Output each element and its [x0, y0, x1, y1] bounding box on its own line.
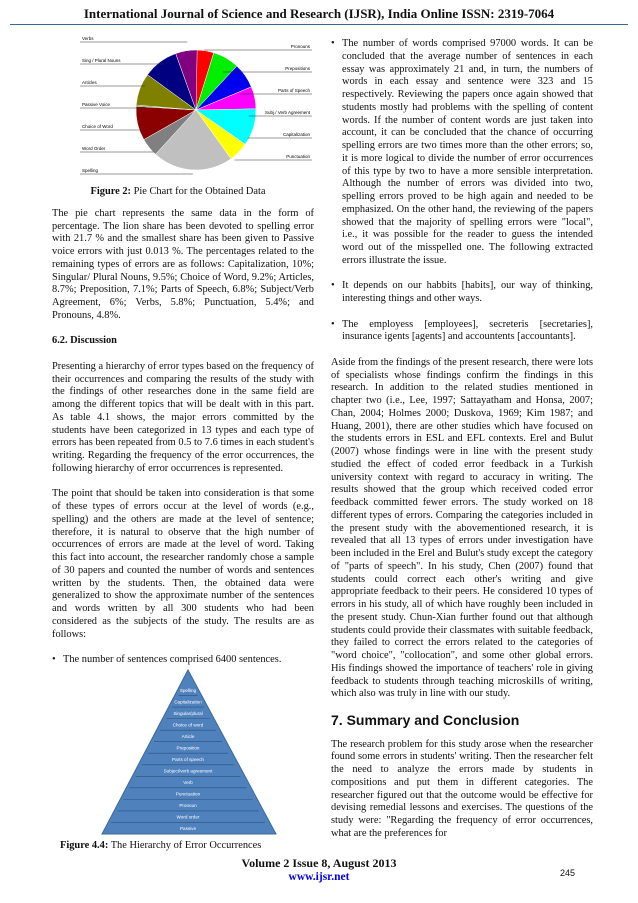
pie-label: Sing / Plural Nouns [82, 58, 121, 63]
header-divider [10, 24, 628, 25]
pie-label: Choice of Word [82, 124, 113, 129]
pyramid-level-label: Article [181, 733, 195, 739]
pyramid-level-label: Subject/verb agreement [163, 768, 213, 774]
bullet-icon: • [52, 654, 56, 665]
pyramid-level-label: Parts of speech [172, 757, 204, 762]
pie-chart-figure [52, 30, 317, 180]
pyramid-level-label: Word order [176, 814, 200, 820]
bullet-item [331, 38, 593, 268]
pie-label: Prepositions [285, 66, 310, 71]
bullet-text: It depends on our habbits [habits], our way of thinking, interesting things and other ways. [342, 280, 593, 304]
pyramid-level-label: Passive [179, 826, 197, 832]
paragraph: The research problem for this study arose when the researcher found some errors in students' writing. Then the researcher felt the need to analyze the errors made by students in compositions and put them in different categories. The researcher figured out that the outcome would be effective for devising remedial lessons and exercises. The questions of the study were: "Regarding the frequency of error occurrences, what are the preferences for [331, 738, 593, 839]
paragraph: The point that should be taken into consideration is that some of these types of errors occur at the level of words (e.g., spelling) and the others are made at the level of sentence; therefore, it is natural to observe that the high number of occurrences of errors are made at the level of word. Taking this fact into account, the researcher randomly chose a sample of 30 papers and counted the number of words and sentences written by the students. Then, the obtained data were generalized to show the approximate number of the sentences and words written by all 300 students who had been considered as the subjects of the study. The results are as follows: [52, 488, 314, 640]
pyramid-shape [102, 670, 276, 834]
bullet-item [52, 654, 314, 667]
pie-label: Articles [82, 80, 97, 85]
bullet-icon: • [331, 280, 335, 292]
page-number: 245 [560, 868, 576, 878]
bullet-text: The number of words comprised 97000 words. It can be concluded that the average number of sentences in each essay was approximately 21 and, in turn, the numbers of words in each essay and sentence were 323 and 15 respectively. Reviewing the papers once again showed that students mostly had problems with the spelling of content words. If the number of content words are just taken into account, it can be concluded that the chance of occurring spelling errors are two times more than the other errors; so, it is more logical to divide the number of error occurrences of this type by two to have a more sensible interpretation. Although the number of errors was divided into two, spelling errors proved to be high again and needed to be emphasized. On the other hand, the reviewing of the papers showed that the majority of spelling errors were "local", i.e., it was possible for the reader to guess the intended word out of the misspelled one. The following extracted errors illustrate the issue. [342, 38, 593, 266]
bullet-item [331, 319, 593, 345]
pie-label: Word Order [82, 146, 106, 151]
pyramid-level-label: Preposition [176, 745, 200, 751]
paragraph: The pie chart represents the same data in the form of percentage. The lion share has been devoted to spelling error with 21.7 % and the smallest share has been given to Passive voice errors with just 0.013 %. The percentages related to the remaining types of errors are as follows: Capitalization, 10%; Singular/ Plural Nouns, 9.5%; Choice of Word, 9.2%; Articles, 8.7%; Preposition, 7.1%; Parts of Speech, 6.8%; Subject/Verb Agreement, 6%; Verbs, 5.8%; Punctuation, 5.4%; and Pronouns, 4.8%. [52, 207, 314, 321]
pie-label: Parts of Speech [277, 88, 310, 93]
footer-url-link[interactable]: www.ijsr.net [288, 871, 350, 883]
footer-volume: Volume 2 Issue 8, August 2013 [241, 856, 397, 870]
figure-4-4-caption [60, 840, 261, 851]
figure-2-caption [42, 186, 314, 199]
journal-header: International Journal of Science and Research (IJSR), India Online ISSN: 2319-7064 [83, 6, 555, 21]
right-column [331, 38, 593, 853]
pyramid-level-label: Verb [183, 780, 193, 786]
caption-text: Pie Chart for the Obtained Data [131, 186, 266, 197]
pie-label: Verbs [82, 36, 94, 41]
bullet-text: The number of sentences comprised 6400 sentences. [63, 654, 282, 665]
bullet-icon: • [331, 38, 335, 49]
section-heading: 7. Summary and Conclusion [331, 711, 520, 728]
caption-label: Figure 4.4: [60, 840, 109, 851]
paragraph: Presenting a hierarchy of error types based on the frequency of their occurrences and comparing the results of the study with the findings of other researches done in the same field are among the different topics that will be dealt with in this part. As table 4.1 shows, the major errors committed by the students have been categorized in 13 types and each type of errors has been repeated from 0.5 to 7.6 times in each student's writing. Regarding the frequency of the error occurrences, the following hierarchy of error occurrences is represented. [52, 360, 314, 474]
pyramid-level-label: Punctuation [175, 791, 201, 797]
bullet-item [331, 280, 593, 306]
pyramid-level-label: Choice of word [172, 722, 204, 728]
pie-label: Passive Voice [82, 102, 111, 107]
pie-label: Punctuation [286, 154, 310, 159]
caption-label: Figure 2: [90, 186, 132, 197]
caption-text: The Hierarchy of Error Occurrences [108, 840, 262, 851]
pie-label: Pronouns [290, 44, 310, 49]
left-column [52, 186, 314, 680]
bullet-icon: • [331, 318, 335, 330]
pyramid-level-label: Singular/plural [173, 710, 203, 716]
section-heading: 6.2. Discussion [52, 335, 117, 347]
pie-label: Spelling [82, 168, 99, 173]
bullet-text: The employess [employees], secreteris [secretaries], insurance igents [agents] and accountents [accountants]. [342, 318, 593, 343]
pyramid-figure [100, 668, 280, 838]
pie-label: Capitalization [282, 132, 310, 137]
paragraph: Aside from the findings of the present research, there were lots of specialists whose findings confirm the findings in this research. In addition to the related studies mentioned in chapter two (i.e., Lee, 1997; Sattayatham and Honsa, 2007; Chan, 2004; Holmes 2000; Duskova, 1969; Kim 1987; and Huang, 2001), there are other studies which have focused on the students errors in ESL and EFL contexts. Erel and Bulut (2007) whose findings were in line with the present study studied the effect of coded error feedback in a Turkish university context with regard to accuracy in writing. The results showed that the group which received coded error feedback committed fewer errors. The study worked on 18 different types of errors. Comparing the categories included in the present study with the abovementioned research, it is revealed that all 13 types of errors under investigation have been included in the Erel and Bulut's study except the category of "parts of speech". In his study, Chen (2007) found that students could correct each other's writing and give appropriate feedback to their peers. He considered 10 types of errors in his study, all of which have roughly been included in the present study. Chun-Xian further found out that although students could provide their classmates with suitable feedback, they failed to correct the errors related to the categories of "word choice", "collocation", and some other global errors. His findings showed the importance of teachers' role in giving feedback to students through teaching microskills of writing, which also was truly in line with our study. [331, 356, 593, 700]
pyramid-level-label: Spelling [179, 687, 197, 693]
pyramid-level-label: Capitalization [174, 699, 202, 705]
pyramid-level-label: Pronoun [179, 803, 197, 809]
pie-label: Subj./ Verb Agreement [264, 110, 310, 115]
